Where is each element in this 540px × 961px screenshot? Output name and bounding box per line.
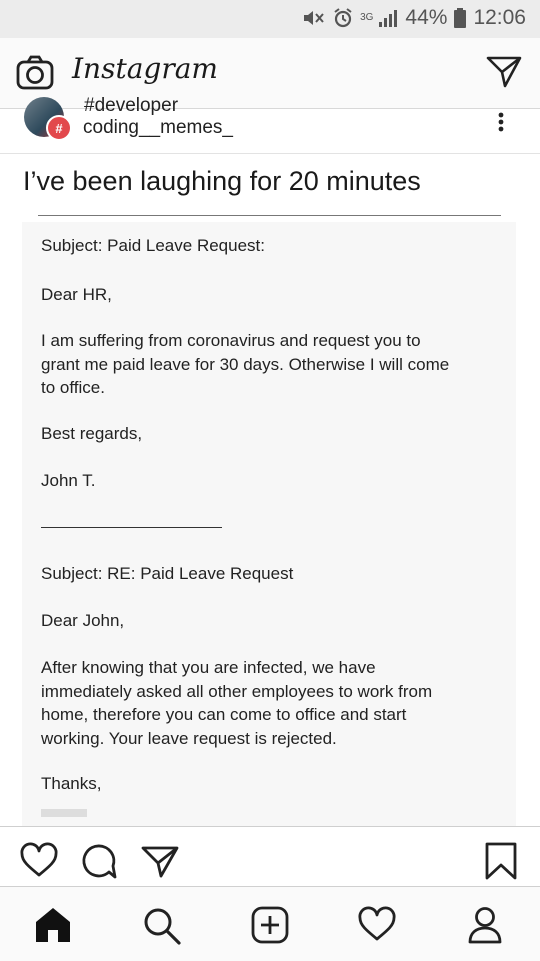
profile-icon[interactable]	[467, 906, 503, 949]
title-divider	[38, 215, 501, 216]
email-closing-2: Thanks,	[41, 774, 102, 793]
mute-icon	[302, 8, 326, 28]
post-image[interactable]	[0, 154, 540, 826]
bottom-nav	[0, 886, 540, 961]
email-body-2: After knowing that you are infected, we have immediately asked all other employees to work from home, therefore you can come to office and start working. Your leave request is rejected.	[41, 658, 433, 748]
hashtag-label[interactable]: #developer	[84, 95, 179, 116]
app-header	[0, 38, 540, 109]
app-logo: Instagram	[72, 52, 218, 85]
more-options-icon[interactable]	[496, 111, 506, 146]
email-body-1: I am suffering from coronavirus and request you to grant me paid leave for 30 days. Otherwise I will come to office.	[41, 331, 450, 397]
search-icon[interactable]	[142, 906, 182, 951]
hashtag-badge: #	[46, 115, 72, 141]
status-icons	[302, 6, 526, 30]
cut-off-text	[41, 809, 87, 817]
bookmark-icon[interactable]	[485, 842, 517, 885]
home-icon[interactable]	[34, 906, 72, 949]
email-closing-1: Best regards,	[41, 424, 143, 443]
post-actions	[0, 826, 540, 887]
post-username[interactable]: coding__memes_	[83, 117, 233, 138]
battery-percent: 44%	[405, 6, 448, 29]
email-subject-2: Subject: RE: Paid Leave Request	[41, 564, 294, 583]
status-bar	[0, 0, 540, 38]
direct-message-icon[interactable]	[486, 55, 522, 94]
signal-icon	[378, 9, 398, 27]
email-greeting-2: Dear John,	[41, 611, 125, 630]
camera-icon[interactable]	[16, 55, 54, 96]
email-signature: John T.	[41, 471, 96, 490]
heart-icon[interactable]	[20, 844, 58, 883]
comment-icon[interactable]	[81, 844, 117, 885]
email-subject-1: Subject: Paid Leave Request:	[41, 236, 265, 255]
clock: 12:06	[473, 6, 526, 29]
alarm-icon	[333, 8, 353, 28]
share-icon[interactable]	[141, 846, 179, 883]
signature-line	[41, 527, 222, 528]
email-greeting-1: Dear HR,	[41, 285, 112, 304]
battery-icon	[454, 8, 466, 28]
add-post-icon[interactable]	[251, 906, 289, 949]
network-type: 3G	[360, 12, 374, 23]
meme-title: I’ve been laughing for 20 minutes	[23, 166, 421, 196]
post-header	[0, 95, 540, 154]
activity-icon[interactable]	[358, 908, 396, 947]
